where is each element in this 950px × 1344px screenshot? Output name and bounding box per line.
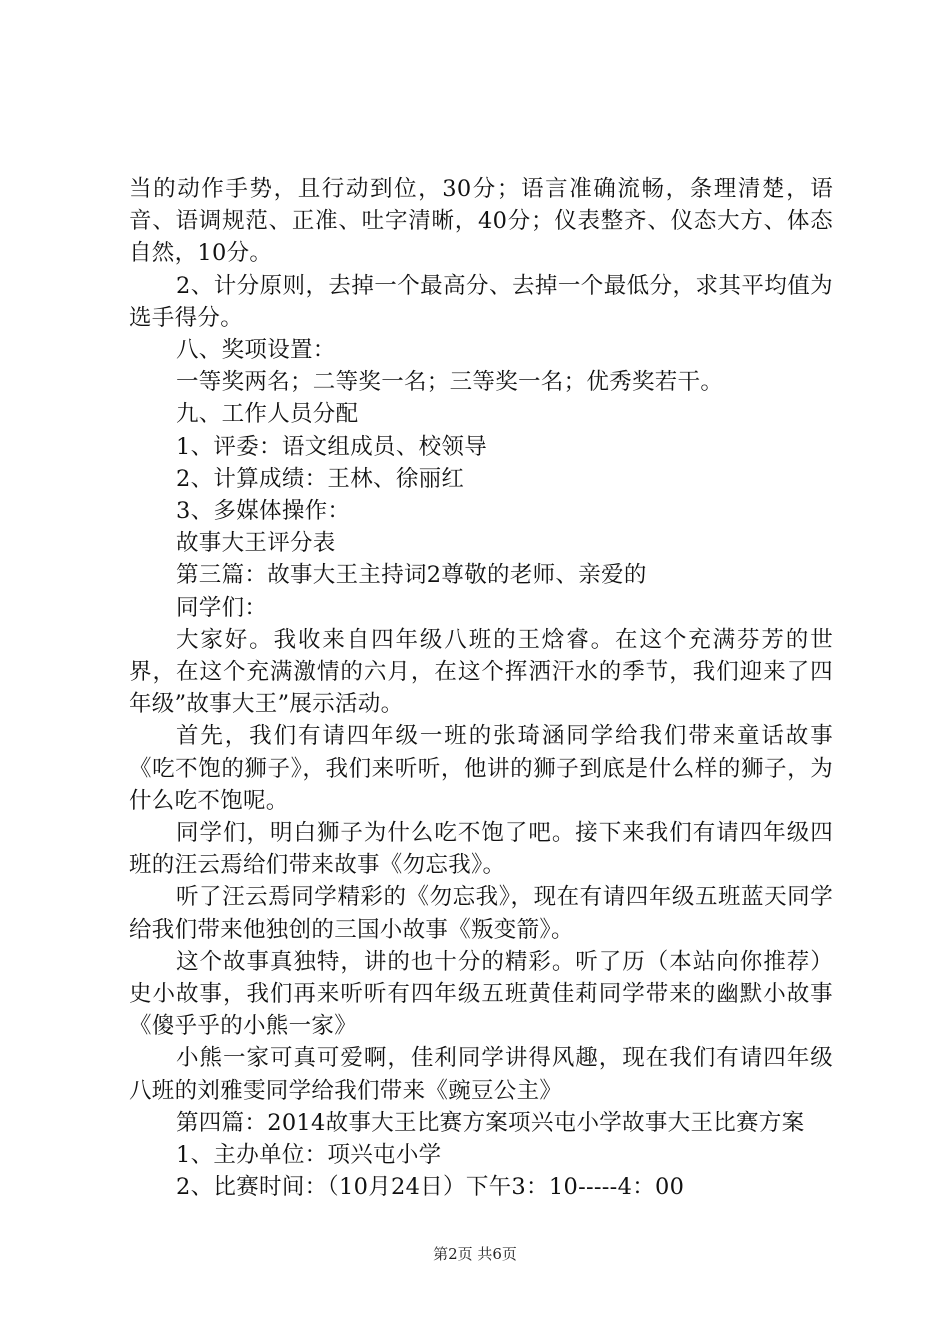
paragraph-13: 首先，我们有请四年级一班的张琦涵同学给我们带来童话故事《吃不饱的狮子》，我们来听听，他讲的狮子到底是什么样的狮子，为什么吃不饱呢。: [129, 723, 833, 814]
paragraph-10: 第三篇：故事大王主持词2尊敬的老师、亲爱的: [176, 562, 647, 589]
paragraph-12: 大家好。我收来自四年级八班的王焓睿。在这个充满芬芳的世界，在这个充满激情的六月，在这个挥洒汗水的季节，我们迎来了四年级”故事大王”展示活动。: [129, 626, 833, 718]
paragraph-16: 这个故事真独特，讲的也十分的精彩。听了历（本站向你推荐）史小故事，我们再来听听有四年级五班黄佳莉同学带来的幽默小故事《傻乎乎的小熊一家》: [129, 948, 833, 1040]
paragraph-8: 3、多媒体操作：: [176, 498, 351, 525]
paragraph-1: 当的动作手势，且行动到位，30分；语言准确流畅，条理清楚，语音、语调规范、正准、吐字清晰，40分；仪表整齐、仪态大方、体态自然，10分。: [129, 176, 833, 267]
paragraph-9: 故事大王评分表: [176, 530, 336, 557]
paragraph-11: 同学们：: [176, 594, 268, 621]
paragraph-2: 2、计分原则，去掉一个最高分、去掉一个最低分，求其平均值为选手得分。: [129, 272, 833, 331]
paragraph-14: 同学们，明白狮子为什么吃不饱了吧。接下来我们有请四年级四班的汪云焉给们带来故事《勿忘我》。: [129, 820, 833, 879]
paragraph-5: 九、工作人员分配: [176, 401, 359, 428]
page-footer: 第2页 共6页: [433, 1245, 517, 1263]
paragraph-7: 2、计算成绩：王林、徐丽红: [176, 465, 465, 492]
paragraph-4: 一等奖两名；二等奖一名；三等奖一名；优秀奖若干。: [176, 369, 724, 396]
paragraph-20: 2、比赛时间：（10月24日）下午3：10-----4：00: [176, 1174, 685, 1201]
paragraph-15: 听了汪云焉同学精彩的《勿忘我》，现在有请四年级五班蓝天同学给我们带来他独创的三国小故事《叛变箭》。: [129, 884, 833, 943]
document-body: [129, 173, 833, 1204]
paragraph-19: 1、主办单位：项兴屯小学: [176, 1142, 442, 1169]
paragraph-17: 小熊一家可真可爱啊，佳利同学讲得风趣，现在我们有请四年级八班的刘雅雯同学给我们带来《豌豆公主》: [129, 1045, 833, 1104]
paragraph-3: 八、奖项设置：: [176, 337, 336, 364]
paragraph-18: 第四篇：2014故事大王比赛方案项兴屯小学故事大王比赛方案: [176, 1109, 805, 1136]
paragraph-6: 1、评委：语文组成员、校领导: [176, 433, 488, 460]
